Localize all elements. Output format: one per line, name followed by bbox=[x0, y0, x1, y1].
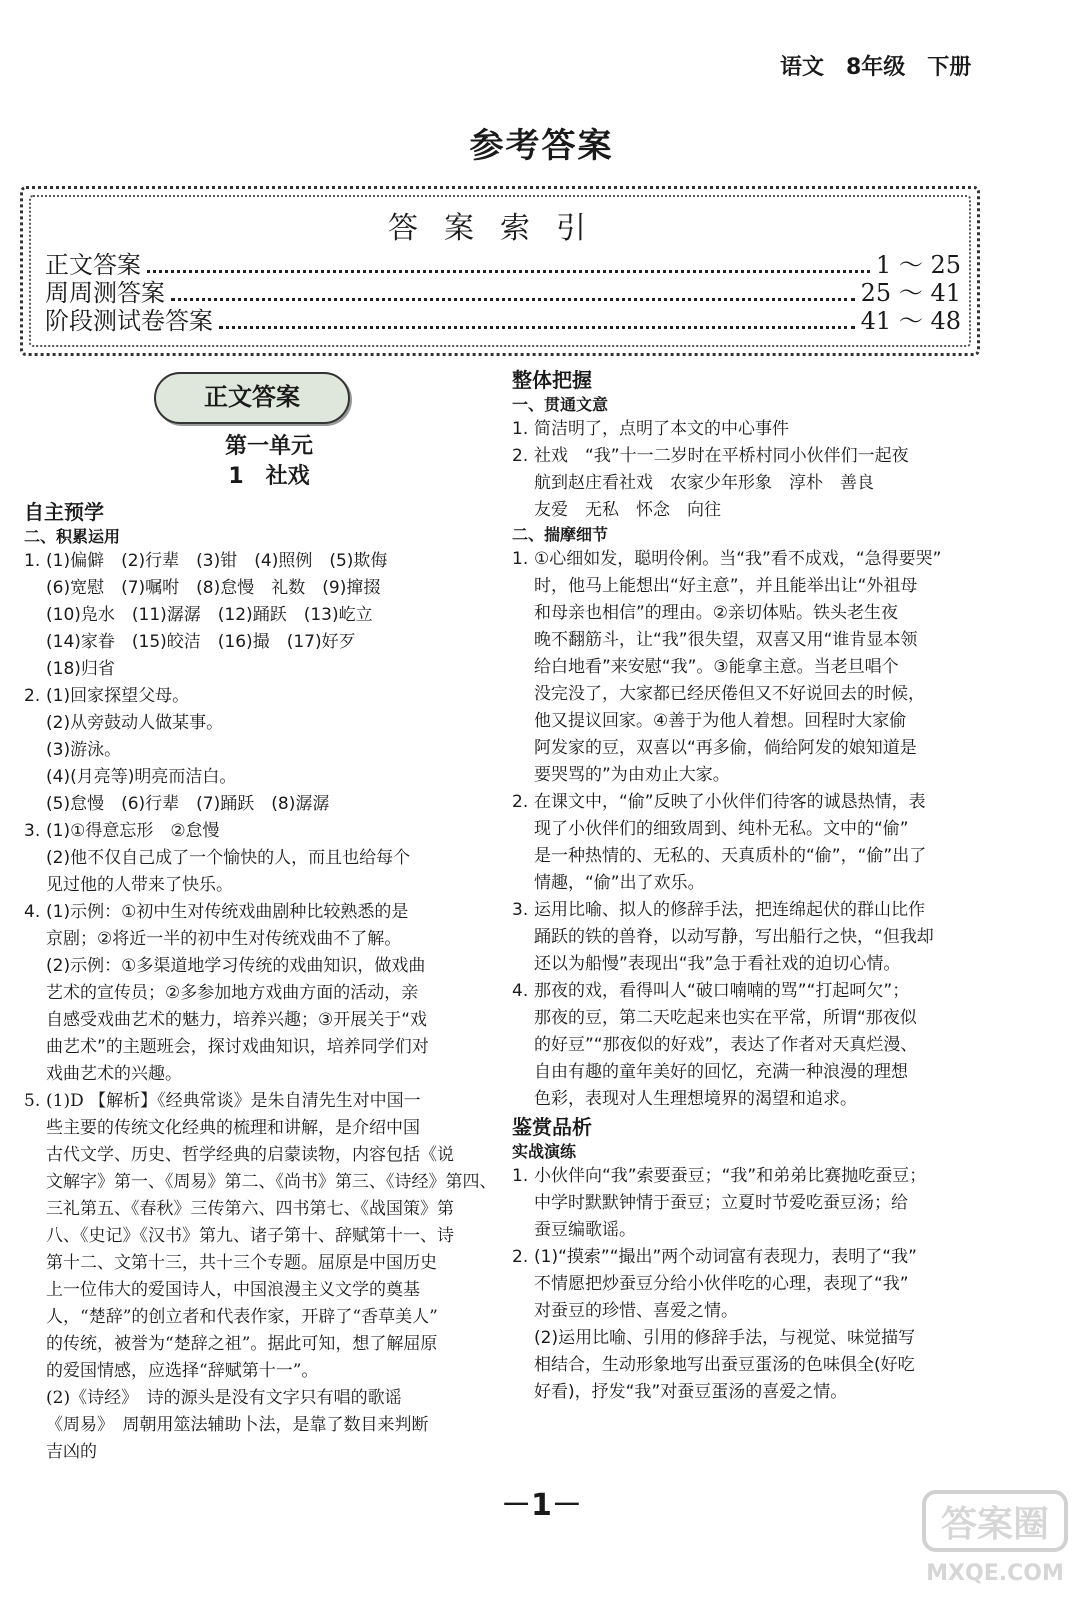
answer-line: ①心细如发，聪明伶俐。当“我”看不成戏，“急得要哭” bbox=[534, 549, 942, 569]
item-number: 3. bbox=[512, 900, 529, 920]
answer-line: 中学时默默钟情于蚕豆；立夏时节爱吃蚕豆汤；给 bbox=[534, 1193, 908, 1213]
answer-line: 在课文中，“偷”反映了小伙伴们待客的诚恳热情，表 bbox=[534, 792, 926, 812]
answer-line: (10)凫水 (11)潺潺 (12)踊跃 (13)屹立 bbox=[46, 605, 373, 625]
answer-line: 好看)，抒发“我”对蚕豆蛋汤的喜爱之情。 bbox=[534, 1382, 848, 1402]
watermark-logo-text: 答案圈 bbox=[940, 1504, 1050, 1545]
answer-line: 不情愿把炒蚕豆分给小伙伴吃的心理，表现了“我” bbox=[534, 1274, 909, 1294]
item-number: 4. bbox=[24, 902, 41, 922]
sub-heading: 一、贯通文意 bbox=[512, 395, 609, 414]
answer-line: 踊跃的铁的兽脊，以动写静，写出船行之快，“但我却 bbox=[534, 927, 934, 947]
answer-line: 简洁明了，点明了本文的中心事件 bbox=[534, 419, 789, 439]
answer-line: 晚不翻筋斗，让“我”很失望，双喜又用“谁肯显本领 bbox=[534, 630, 918, 650]
section-heading: 自主预学 bbox=[24, 500, 104, 524]
left-column bbox=[24, 366, 497, 1466]
answer-text bbox=[534, 416, 982, 443]
page-title: 参考答案 bbox=[469, 126, 614, 166]
answer-text bbox=[46, 818, 494, 899]
answer-line: 的好豆”“那夜似的好戏”，表达了作者对天真烂漫、 bbox=[534, 1035, 918, 1055]
answer-line: 见过他的人带来了快乐。 bbox=[46, 875, 233, 895]
item-number: 1. bbox=[512, 549, 529, 569]
item-number: 1. bbox=[512, 419, 529, 439]
answer-line: 小伙伴向“我”索要蚕豆；“我”和弟弟比赛抛吃蚕豆； bbox=[534, 1166, 927, 1186]
item-number: 2. bbox=[512, 1247, 529, 1267]
item-number: 2. bbox=[512, 792, 529, 812]
answer-line: (1)示例：①初中生对传统戏曲剧种比较熟悉的是 bbox=[46, 902, 409, 922]
answer-line: 自由有趣的童年美好的回忆，充满一种浪漫的理想 bbox=[534, 1062, 908, 1082]
answer-text bbox=[534, 443, 982, 524]
answer-line: 曲艺术”的主题班会，探讨戏曲知识，培养同学们对 bbox=[46, 1037, 429, 1057]
item-number: 3. bbox=[24, 821, 41, 841]
answer-index-box bbox=[20, 186, 980, 356]
answer-line: 时，他马上能想出“好主意”，并且能举出让“外祖母 bbox=[534, 576, 918, 596]
answer-line: (2)从旁鼓动人做某事。 bbox=[46, 713, 224, 733]
answer-line: 那夜的戏，看得叫人“破口喃喃的骂”“打起呵欠”； bbox=[534, 981, 910, 1001]
answer-line: 蚕豆编歌谣。 bbox=[534, 1220, 636, 1240]
answer-line: (1)D 【解析】《经典常谈》是朱自清先生对中国一 bbox=[46, 1091, 421, 1111]
answer-line: (2)示例：①多渠道地学习传统的戏曲知识，做戏曲 bbox=[46, 956, 426, 976]
answer-line: 戏曲艺术的兴趣。 bbox=[46, 1064, 182, 1084]
answer-item-5 bbox=[24, 1088, 497, 1466]
index-row-label: 阶段测试卷答案 bbox=[45, 307, 213, 335]
answer-line: 些主要的传统文化经典的梳理和讲解，是介绍中国 bbox=[46, 1118, 420, 1138]
answer-text bbox=[46, 1088, 497, 1466]
unit-title: 第一单元 bbox=[224, 434, 313, 459]
watermark-logo bbox=[920, 1488, 1070, 1588]
item-number: 5. bbox=[24, 1091, 41, 1111]
answer-line: 和母亲也相信”的理由。②亲切体贴。铁头老生夜 bbox=[534, 603, 899, 623]
answer-line: 《周易》 周朝用筮法辅助卜法，是靠了数目来判断 bbox=[46, 1415, 429, 1435]
answer-line: 色彩，表现对人生理想境界的渴望和追求。 bbox=[534, 1089, 857, 1109]
answer-line: (1)“摸索”“撮出”两个动词富有表现力，表明了“我” bbox=[534, 1247, 917, 1267]
item-number: 4. bbox=[512, 981, 529, 1001]
answer-item-s3 bbox=[512, 897, 982, 978]
index-row-label: 周周测答案 bbox=[45, 279, 165, 307]
index-row-range: 25 ～ 41 bbox=[860, 279, 961, 307]
index-row-range: 41 ～ 48 bbox=[860, 307, 961, 335]
item-number: 1. bbox=[512, 1166, 529, 1186]
answer-line: 给白地看”来安慰“我”。③能拿主意。当老旦唱个 bbox=[534, 657, 899, 677]
book-meta: 语文 8年级 下册 bbox=[780, 55, 972, 80]
answer-line: (6)宽慰 (7)嘱咐 (8)怠慢 礼数 (9)撺掇 bbox=[46, 578, 381, 598]
answer-line: 第十二、文第十三，共十三个专题。屈原是中国历史 bbox=[46, 1253, 437, 1273]
answer-item-s4 bbox=[512, 978, 982, 1113]
answer-line: (3)游泳。 bbox=[46, 740, 122, 760]
answer-line: 古代文学、历史、哲学经典的启蒙读物，内容包括《说 bbox=[46, 1145, 454, 1165]
answer-item-4 bbox=[24, 899, 494, 1088]
answer-item-r2 bbox=[512, 443, 982, 524]
answer-line: 他又提议回家。④善于为他人着想。回程时大家偷 bbox=[534, 711, 907, 731]
answer-text bbox=[534, 1163, 982, 1244]
answer-line: 相结合，生动形象地写出蚕豆蛋汤的色味俱全(好吃 bbox=[534, 1355, 915, 1375]
answer-line: (2)他不仅自己成了一个愉快的人，而且也给每个 bbox=[46, 848, 411, 868]
right-column bbox=[512, 366, 982, 1406]
answer-line: (1)回家探望父母。 bbox=[46, 686, 190, 706]
answer-item-s2 bbox=[512, 789, 982, 897]
answer-line: 要哭骂的”为由劝止大家。 bbox=[534, 765, 730, 785]
index-row-stage bbox=[45, 301, 961, 336]
index-leader-dots bbox=[219, 326, 855, 329]
answer-text bbox=[46, 683, 494, 818]
answer-line: 艺术的宣传员；②多参加地方戏曲方面的活动，亲 bbox=[46, 983, 419, 1003]
answer-index-title: 答案索引 bbox=[388, 211, 612, 246]
answer-text bbox=[46, 548, 494, 683]
answer-text bbox=[534, 1244, 982, 1406]
answer-line: 吉凶的 bbox=[46, 1442, 97, 1462]
answer-line: 八、《史记》《汉书》第九、诸子第十、辞赋第十一、诗 bbox=[46, 1226, 454, 1246]
answer-text bbox=[534, 546, 982, 789]
answer-item-1 bbox=[24, 548, 494, 683]
section-pill-main-answers: 正文答案 bbox=[154, 372, 350, 424]
answer-line: (4)(月亮等)明亮而洁白。 bbox=[46, 767, 237, 787]
answer-line: 没完没了，大家都已经厌倦但又不好说回去的时候， bbox=[534, 684, 925, 704]
section-heading: 整体把握 bbox=[512, 368, 592, 392]
answer-item-2 bbox=[24, 683, 494, 818]
item-number: 2. bbox=[24, 686, 41, 706]
item-number: 1. bbox=[24, 551, 41, 571]
answer-line: (2)《诗经》 诗的源头是没有文字只有唱的歌谣 bbox=[46, 1388, 402, 1408]
answer-line: 人，“楚辞”的创立者和代表作家，开辟了“香草美人” bbox=[46, 1307, 438, 1327]
answer-line: (1)①得意忘形 ②怠慢 bbox=[46, 821, 220, 841]
answer-item-s1 bbox=[512, 546, 982, 789]
answer-line: (14)家眷 (15)皎洁 (16)撮 (17)好歹 bbox=[46, 632, 356, 652]
answer-text bbox=[534, 897, 982, 978]
answer-line: 三礼第五、《春秋》三传第六、四书第七、《战国策》第 bbox=[46, 1199, 454, 1219]
answer-line: 航到赵庄看社戏 农家少年形象 淳朴 善良 bbox=[534, 473, 874, 493]
sub-heading: 二、积累运用 bbox=[24, 527, 121, 546]
answer-item-3 bbox=[24, 818, 494, 899]
page-number: －1－ bbox=[501, 1488, 582, 1523]
answer-line: 的爱国情感，应选择“辞赋第十一”。 bbox=[46, 1361, 319, 1381]
index-row-range: 1 ～ 25 bbox=[875, 251, 961, 279]
answer-line: 友爱 无私 怀念 向往 bbox=[534, 500, 721, 520]
watermark-url: MXQE.COM bbox=[926, 1561, 1064, 1586]
answer-text bbox=[534, 978, 982, 1113]
answer-line: 还以为船慢”表现出“我”急于看社戏的迫切心情。 bbox=[534, 954, 901, 974]
sub-heading: 二、揣摩细节 bbox=[512, 525, 609, 544]
answer-item-t1 bbox=[512, 1163, 982, 1244]
answer-line: (2)运用比喻、引用的修辞手法，与视觉、味觉描写 bbox=[534, 1328, 916, 1348]
answer-line: 社戏 “我”十一二岁时在平桥村同小伙伴们一起夜 bbox=[534, 446, 909, 466]
answer-line: 情趣，“偷”出了欢乐。 bbox=[534, 873, 705, 893]
section-heading: 鉴赏品析 bbox=[512, 1115, 592, 1139]
answer-item-t2 bbox=[512, 1244, 982, 1406]
answer-line: 是一种热情的、无私的、天真质朴的“偷”，“偷”出了 bbox=[534, 846, 927, 866]
lesson-title: 1 社戏 bbox=[228, 464, 310, 489]
answer-line: 的传统，被誉为“楚辞之祖”。据此可知，想了解屈原 bbox=[46, 1334, 438, 1354]
index-row-label: 正文答案 bbox=[45, 251, 141, 279]
answer-line: (18)归省 bbox=[46, 659, 115, 679]
answer-line: 文解字》第一、《周易》第二、《尚书》第三、《诗经》第四、 bbox=[46, 1172, 497, 1192]
item-number: 2. bbox=[512, 446, 529, 466]
answer-line: 对蚕豆的珍惜、喜爱之情。 bbox=[534, 1301, 738, 1321]
answer-line: 运用比喻、拟人的修辞手法，把连绵起伏的群山比作 bbox=[534, 900, 925, 920]
answer-line: 现了小伙伴们的细致周到、纯朴无私。文中的“偷” bbox=[534, 819, 909, 839]
answer-line: 那夜的豆，第二天吃起来也实在平常，所谓“那夜似 bbox=[534, 1008, 917, 1028]
answer-line: (1)偏僻 (2)行辈 (3)钳 (4)照例 (5)欺侮 bbox=[46, 551, 388, 571]
answer-line: (5)怠慢 (6)行辈 (7)踊跃 (8)潺潺 bbox=[46, 794, 330, 814]
answer-line: 阿发家的豆，双喜以“再多偷，倘给阿发的娘知道是 bbox=[534, 738, 917, 758]
answer-line: 上一位伟大的爱国诗人，中国浪漫主义文学的奠基 bbox=[46, 1280, 420, 1300]
sub-heading: 实战演练 bbox=[512, 1142, 577, 1161]
answer-item-r1 bbox=[512, 416, 982, 443]
answer-text bbox=[534, 789, 982, 897]
answer-line: 自感受戏曲艺术的魅力，培养兴趣；③开展关于“戏 bbox=[46, 1010, 428, 1030]
answer-text bbox=[46, 899, 494, 1088]
answer-line: 京剧；②将近一半的初中生对传统戏曲不了解。 bbox=[46, 929, 402, 949]
